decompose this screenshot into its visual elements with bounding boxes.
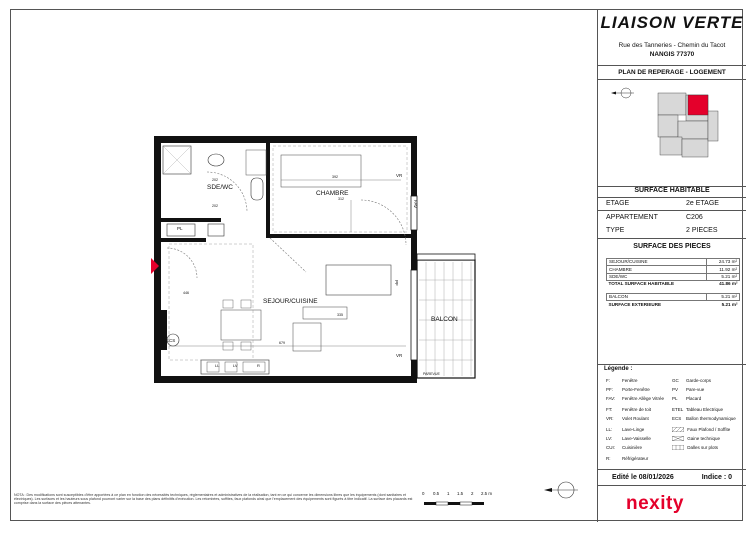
room-label-sejour: SEJOUR/CUISINE — [263, 298, 318, 305]
code-ecs: ECS — [166, 338, 176, 343]
nexity-logo: nexity — [626, 493, 684, 514]
table-row-total — [607, 281, 740, 288]
floor-plan — [11, 10, 596, 522]
scale-bar — [419, 488, 529, 512]
total-label: TOTAL SURFACE HABITABLE — [608, 281, 675, 287]
legend-item: VR: Volet Roulant — [606, 416, 649, 421]
code-pl: PL — [177, 226, 183, 231]
summary-label: APPARTEMENT — [606, 214, 658, 221]
table-row — [607, 273, 740, 280]
code-r: R — [257, 363, 260, 368]
code-ll: LL — [215, 363, 220, 368]
wall-bottom — [154, 376, 417, 383]
legend-item: F: Fenêtre — [606, 378, 638, 383]
summary-value: 2 PIECES — [686, 227, 718, 234]
summary-label: ETAGE — [606, 200, 630, 207]
room-area: 11.92 m² — [707, 266, 740, 273]
room-label-sde: SDE/WC — [207, 184, 233, 191]
legend-item: ECS Ballon thermodynamique — [672, 416, 736, 421]
code-vr-bottom: VR — [396, 353, 403, 358]
north-arrow-bottom — [544, 482, 578, 498]
table-row — [607, 259, 740, 266]
scale-tick: 0 — [422, 491, 425, 496]
summary-value: 2e ETAGE — [686, 200, 719, 207]
exterior-surface-table — [606, 293, 740, 308]
dim-sde-2: 202 — [212, 204, 218, 208]
summary-value: C206 — [686, 214, 703, 221]
room-label-chambre: CHAMBRE — [316, 190, 349, 197]
legend-item: CUI: Cuisinière — [606, 445, 643, 450]
room-area: 5.21 m² — [707, 273, 740, 280]
plan-title: PLAN DE REPERAGE - LOGEMENT — [618, 69, 726, 76]
dining-table — [221, 310, 261, 340]
grid-icon — [672, 445, 684, 450]
rooms-surface-table — [606, 258, 740, 288]
scale-tick: 2 — [471, 491, 474, 496]
wall-chambre-bottom — [270, 234, 411, 238]
legend-item: PV Pare-vue — [672, 387, 705, 392]
wall-left — [154, 136, 161, 382]
sofa — [326, 265, 391, 295]
site-plan-thumbnail — [598, 81, 746, 185]
wall-top — [154, 136, 417, 143]
north-arrow-icon — [611, 88, 634, 98]
summary-label: TYPE — [606, 227, 625, 234]
edition-index: Indice : 0 — [701, 474, 733, 481]
hatch-icon — [672, 427, 684, 432]
code-lv: LV — [233, 363, 238, 368]
summary-row-type — [606, 227, 740, 234]
dim-chambre-width: 392 — [332, 175, 338, 179]
legend-item: LV: Lave-Vaisselle — [606, 436, 651, 441]
wall-right-lower — [411, 360, 417, 383]
legend-item: PF: Porte-Fenêtre — [606, 387, 650, 392]
summary-row-etage — [606, 200, 740, 207]
ext-total-value: 5.21 m² — [721, 301, 738, 307]
code-pf: PF — [394, 280, 399, 286]
project-title: LIAISON VERTE — [600, 13, 744, 32]
scale-tick: 1.5 — [457, 491, 464, 496]
address-line1: Rue des Tanneries - Chemin du Tacot — [618, 42, 726, 49]
legend-item: FT: Fenêtre de toit — [606, 407, 652, 412]
edition-row — [598, 471, 746, 484]
legend-item: PL Placard — [672, 396, 702, 401]
ext-area: 5.21 m² — [707, 294, 740, 301]
window-pf — [411, 270, 417, 360]
legend-item-gaine: Gaine technique — [672, 436, 720, 441]
table-row — [607, 294, 740, 301]
info-panel — [597, 9, 746, 522]
table-row — [607, 266, 740, 273]
scale-tick: 1 — [447, 491, 450, 496]
code-vr-top: VR — [396, 173, 403, 178]
wall-right-upper — [411, 136, 417, 196]
dim-chambre-depth: 312 — [338, 197, 344, 201]
summary-row-appartement — [606, 214, 740, 221]
floor-plan-drawing — [11, 10, 596, 522]
legend-item: LL: Lave-Linge — [606, 427, 645, 432]
scale-tick: 0.5 — [433, 491, 440, 496]
legend-item: R: Réfrigérateur — [606, 456, 649, 461]
legend — [598, 367, 746, 469]
apartment-location-highlight — [688, 95, 708, 115]
legend-item: GC Garde-corps — [672, 378, 712, 383]
scale-tick: 2.5 m — [481, 491, 492, 496]
wall-right-mid — [411, 230, 417, 270]
toilet — [208, 154, 224, 166]
room-name: SDE/WC — [607, 273, 707, 280]
dim-sejour-depth: 446 — [183, 291, 189, 295]
cross-hatch-icon — [672, 436, 684, 441]
dim-sejour-width: 335 — [337, 313, 343, 317]
surface-pieces-header: SURFACE DES PIECES — [633, 243, 711, 250]
room-label-balcon: BALCON — [431, 316, 458, 323]
room-name: SEJOUR/CUISINE — [607, 259, 707, 266]
wall-entry — [161, 238, 206, 242]
wall-sde-bottom — [161, 218, 221, 222]
legend-item: FAV: Fenêtre Allège Vitrée — [606, 396, 664, 401]
dim-sde-1: 202 — [212, 178, 218, 182]
room-name: CHAMBRE — [607, 266, 707, 273]
address-line2: NANGIS 77370 — [649, 51, 695, 58]
code-fav: FAV — [413, 200, 418, 209]
washbasin — [251, 178, 263, 200]
legend-item-soffit: Faux Plafond / Soffite — [672, 427, 730, 432]
legend-title: Légende : — [604, 366, 633, 372]
room-area: 24.73 m² — [707, 259, 740, 266]
ext-total-label: SURFACE EXTERIEURE — [608, 301, 662, 307]
disclaimer-note: NOTA : Des modifications sont susceptibles d'être apportées à ce plan en fonction des nécessités techniques, réglementaires et administratives de la réalisation, tant en ce qui concerne les dimensions libres que les équipements (dont sanitaires et électriques). Les surfaces et les hauteurs sous plafond pourront varier sur la base des plans définitifs d'exécution. Les retombées, soffites, faux plafonds ainsi que l'emplacement des équipements sont figurés à titre indicatif. La surface des placards est comprise dans la surface des pièces attenantes. — [14, 493, 413, 506]
wall-sde-chambre — [266, 143, 270, 238]
edition-date: Edité le 08/01/2026 — [611, 474, 674, 481]
ext-name: BALCON — [607, 294, 707, 301]
total-value: 41.86 m² — [719, 281, 738, 287]
plan-sheet — [10, 9, 743, 521]
dim-sejour-length: 679 — [279, 341, 285, 345]
table-row-total — [607, 301, 740, 308]
legend-item-dalles: Dalles sur plots — [672, 445, 718, 450]
legend-item: ETEL Tableau Electrique — [672, 407, 724, 412]
surface-habitable-header: SURFACE HABITABLE — [634, 187, 710, 194]
code-parevue: PAREVUE — [423, 372, 440, 376]
